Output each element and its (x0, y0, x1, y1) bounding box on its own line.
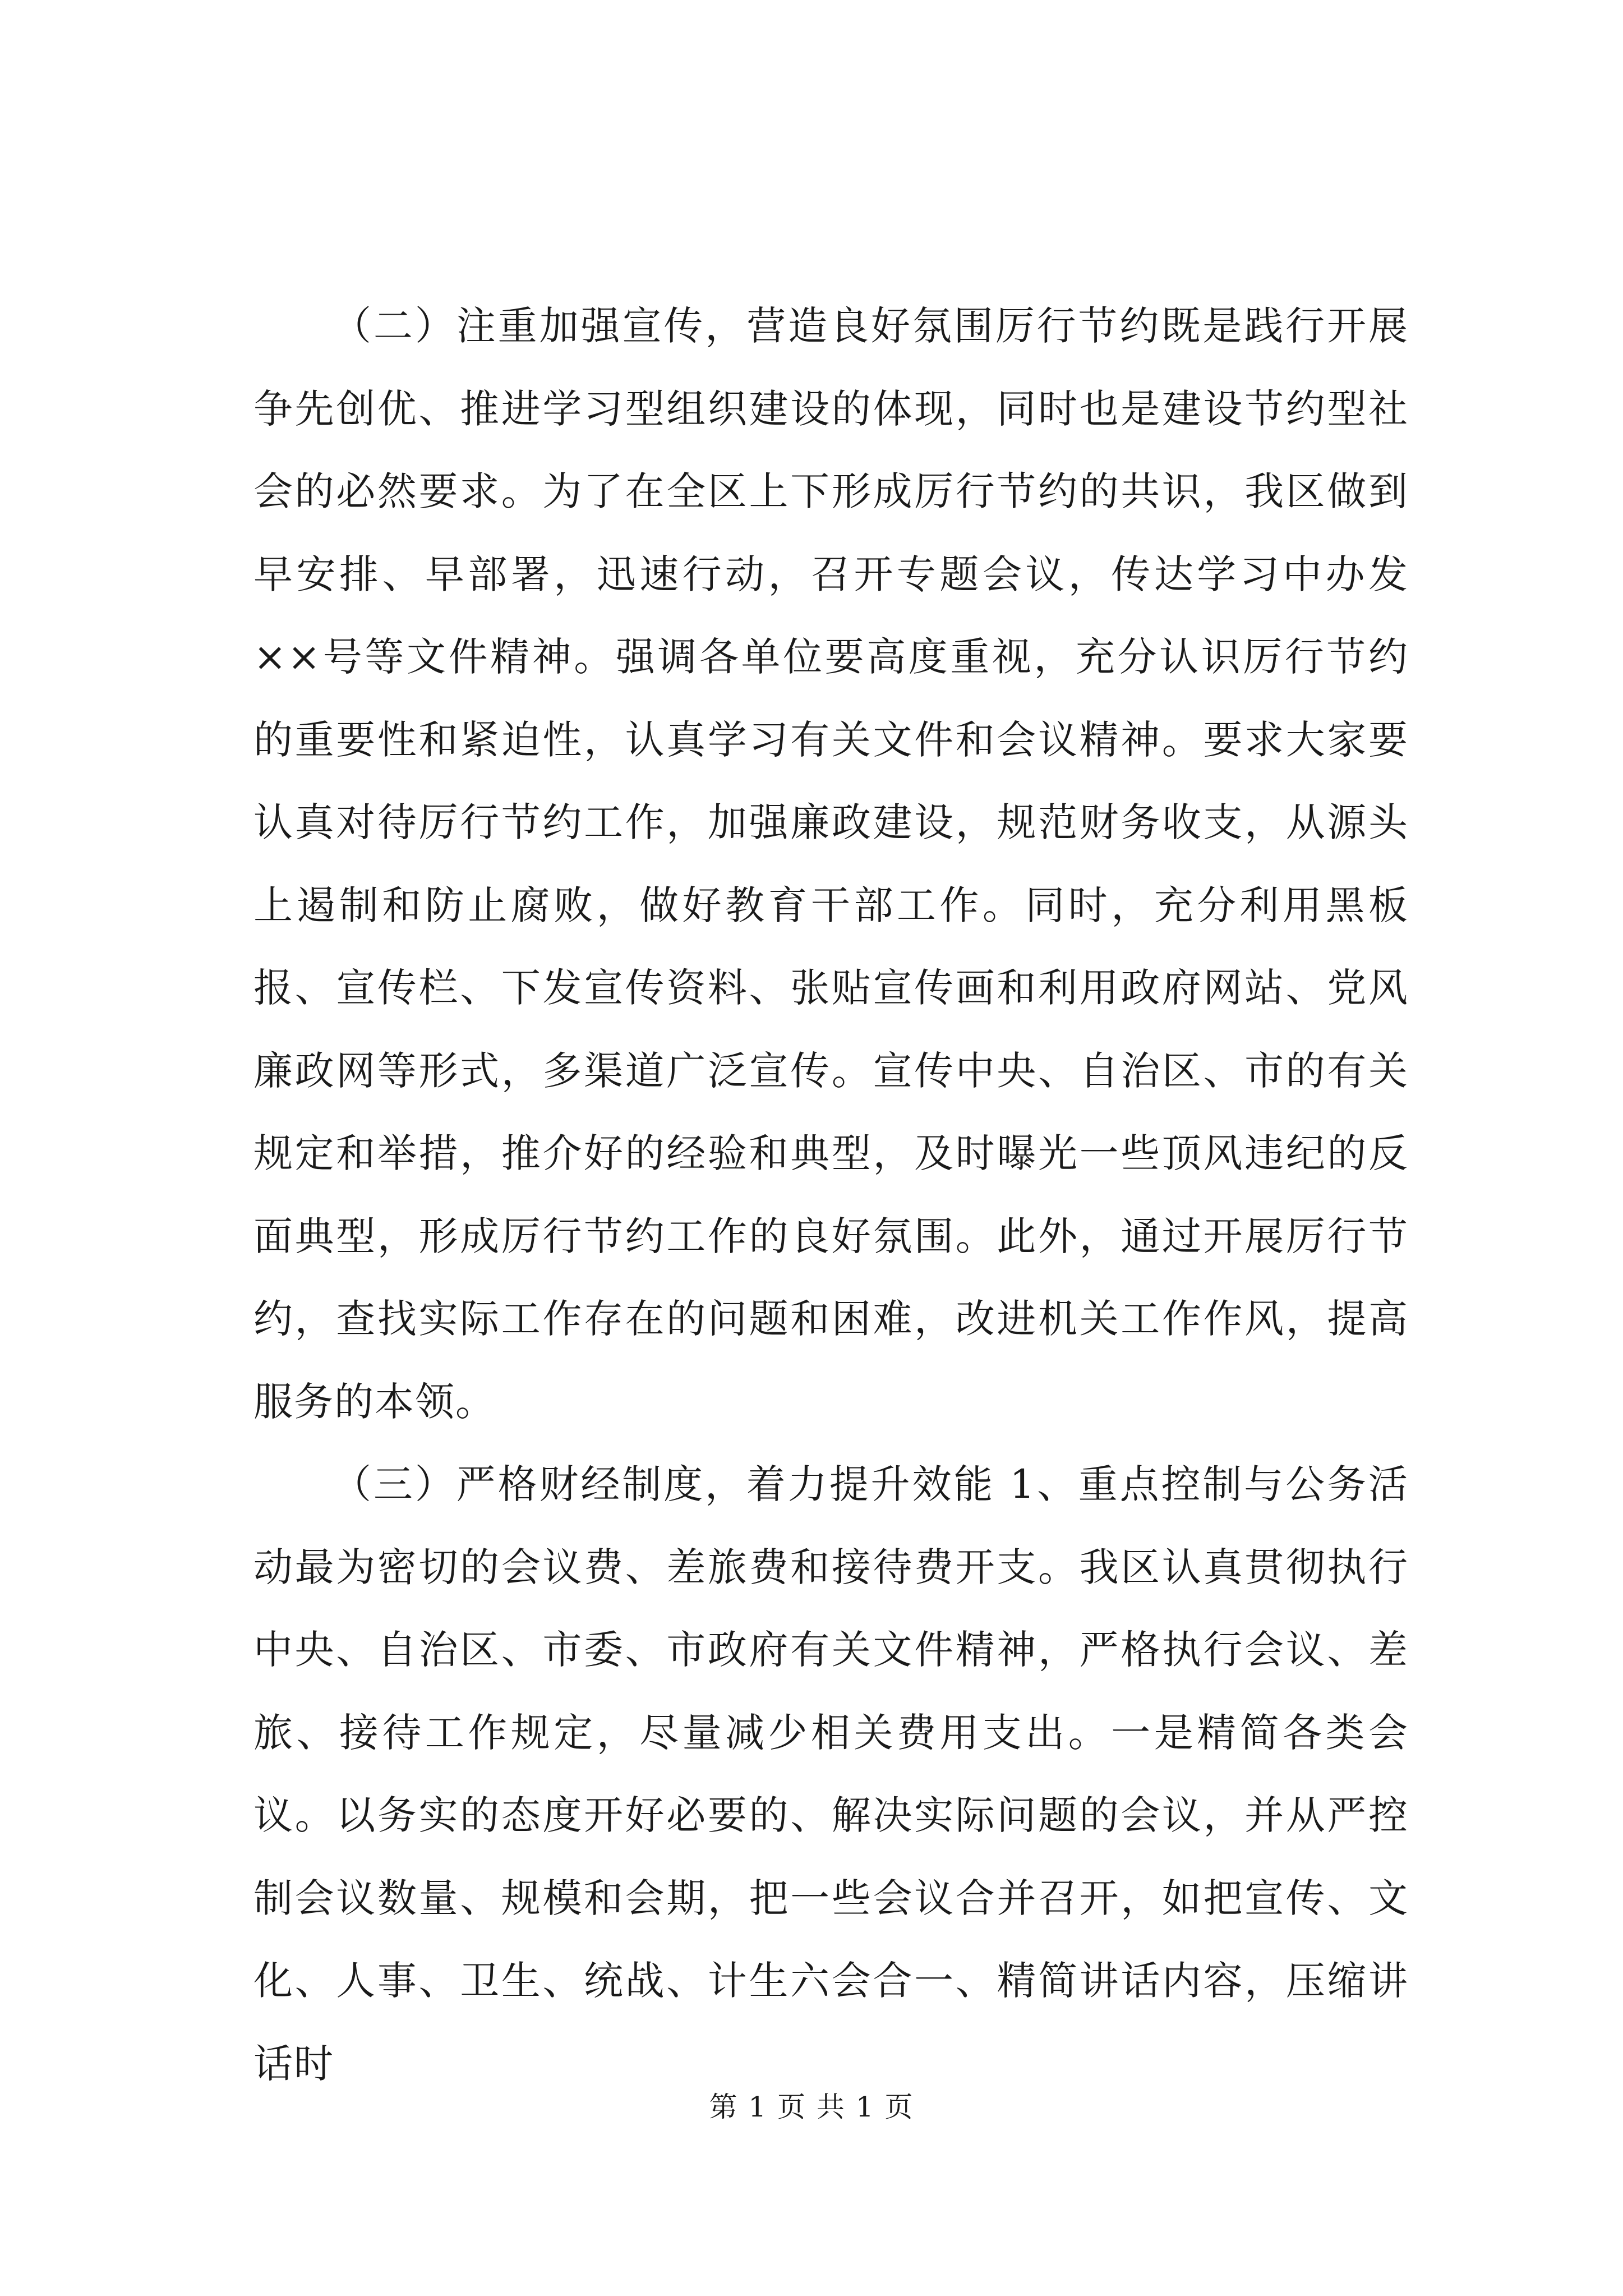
document-body (253, 285, 1409, 2105)
page-footer: 第 1 页 共 1 页 (709, 2091, 914, 2123)
paragraph-finance: （三）严格财经制度，着力提升效能 1、重点控制与公务活动最为密切的会议费、差旅费和接待费开支。我区认真贯彻执行中央、自治区、市委、市政府有关文件精神，严格执行会议、差旅、接待工作规定，尽量减少相关费用支出。一是精简各类会议。以务实的态度开好必要的、解决实际问题的会议，并从严控制会议数量、规模和会期，把一些会议合并召开，如把宣传、文化、人事、卫生、统战、计生六会合一、精简讲话内容，压缩讲话时 (253, 1461, 1409, 2087)
paragraph-publicity: （二）注重加强宣传，营造良好氛围厉行节约既是践行开展争先创优、推进学习型组织建设的体现，同时也是建设节约型社会的必然要求。为了在全区上下形成厉行节约的共识，我区做到早安排、早部署，迅速行动，召开专题会议，传达学习中办发××号等文件精神。强调各单位要高度重视，充分认识厉行节约的重要性和紧迫性，认真学习有关文件和会议精神。要求大家要认真对待厉行节约工作，加强廉政建设，规范财务收支，从源头上遏制和防止腐败，做好教育干部工作。同时，充分利用黑板报、宣传栏、下发宣传资料、张贴宣传画和利用政府网站、党风廉政网等形式，多渠道广泛宣传。宣传中央、自治区、市的有关规定和举措，推介好的经验和典型，及时曝光一些顶风违纪的反面典型，形成厉行节约工作的良好氛围。此外，通过开展厉行节约，查找实际工作存在的问题和困难，改进机关工作作风，提高服务的本领。 (253, 303, 1409, 1425)
